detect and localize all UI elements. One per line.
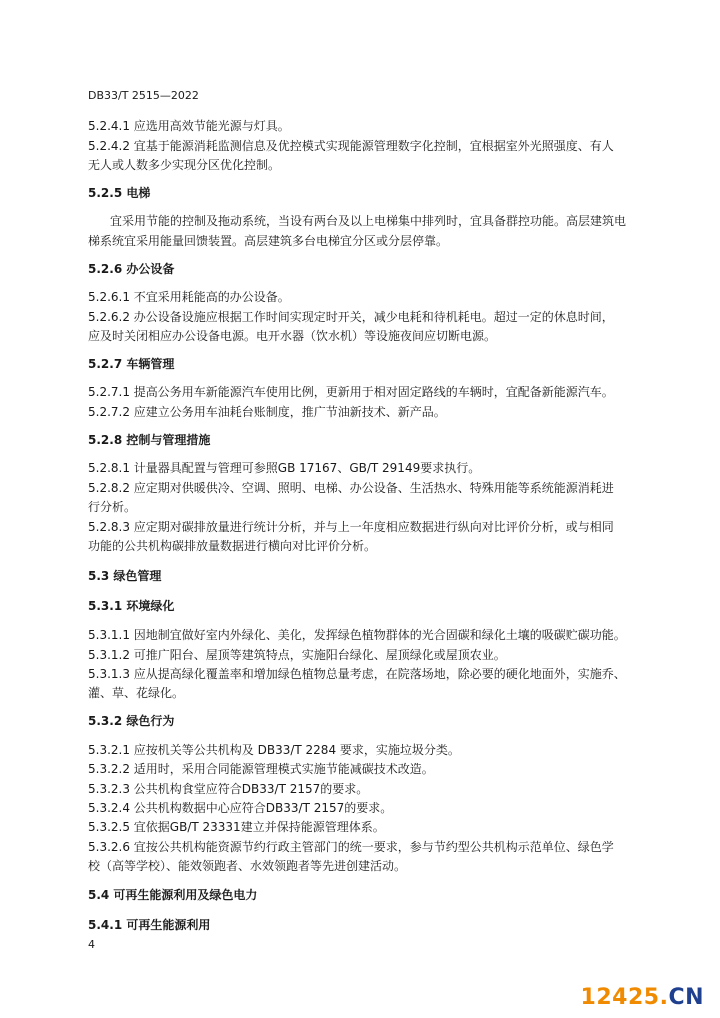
- clause-5-2-4-2: 5.2.4.2 宜基于能源消耗监测信息及优控模式实现能源管理数字化控制，宜根据室外光照强度、有人: [88, 139, 614, 153]
- clause-5-3-1-3: 5.3.1.3 应从提高绿化覆盖率和增加绿色植物总量考虑，在院落场地，除必要的硬化地面外，实施乔、: [88, 667, 626, 681]
- clause-5-3-2-5: 5.3.2.5 宜依据GB/T 23331建立并保持能源管理体系。: [88, 820, 385, 834]
- para-elevator-1: 宜采用节能的控制及拖动系统，当设有两台及以上电梯集中排列时，宜具备群控功能。高层建筑电: [110, 214, 627, 228]
- heading-5-4-1: 5.4.1 可再生能源利用: [88, 918, 211, 932]
- watermark-dot: .: [659, 985, 669, 1010]
- clause-5-2-4-1: 5.2.4.1 应选用高效节能光源与灯具。: [88, 119, 290, 133]
- standard-code: DB33/T 2515—2022: [88, 89, 199, 102]
- heading-5-2-8: 5.2.8 控制与管理措施: [88, 433, 211, 447]
- clause-5-2-8-3: 5.2.8.3 应定期对碳排放量进行统计分析，并与上一年度相应数据进行纵向对比评价分析，或与相同: [88, 520, 614, 534]
- clause-5-2-6-2-cont: 应及时关闭相应办公设备电源。电开水器（饮水机）等设施夜间应切断电源。: [88, 329, 497, 343]
- clause-5-3-2-6-cont: 校（高等学校）、能效领跑者、水效领跑者等先进创建活动。: [88, 859, 407, 873]
- clause-5-2-7-2: 5.2.7.2 应建立公务用车油耗台账制度，推广节油新技术、新产品。: [88, 405, 446, 419]
- clause-5-3-2-2: 5.3.2.2 适用时，采用合同能源管理模式实施节能减碳技术改造。: [88, 762, 434, 776]
- heading-5-3-2: 5.3.2 绿色行为: [88, 714, 175, 728]
- clause-5-2-8-2-cont: 行分析。: [88, 500, 137, 514]
- site-watermark: [581, 985, 704, 1010]
- clause-5-3-1-1: 5.3.1.1 因地制宜做好室内外绿化、美化，发挥绿色植物群体的光合固碳和绿化土壤的吸碳贮碳功能。: [88, 628, 626, 642]
- heading-5-3-1: 5.3.1 环境绿化: [88, 599, 175, 613]
- watermark-domain: CN: [668, 985, 704, 1010]
- clause-5-3-2-3: 5.3.2.3 公共机构食堂应符合DB33/T 2157的要求。: [88, 782, 369, 796]
- clause-5-2-4-2-cont: 无人或人数多少实现分区优化控制。: [88, 158, 281, 172]
- page-number: 4: [88, 938, 95, 951]
- clause-5-2-8-1: 5.2.8.1 计量器具配置与管理可参照GB 17167、GB/T 29149要求执行。: [88, 461, 481, 475]
- clause-5-3-1-2: 5.3.1.2 可推广阳台、屋顶等建筑特点，实施阳台绿化、屋顶绿化或屋顶农业。: [88, 648, 506, 662]
- heading-5-2-7: 5.2.7 车辆管理: [88, 357, 175, 371]
- clause-5-2-6-2: 5.2.6.2 办公设备设施应根据工作时间实现定时开关，减少电耗和待机耗电。超过一定的休息时间，: [88, 310, 614, 324]
- clause-5-3-2-4: 5.3.2.4 公共机构数据中心应符合DB33/T 2157的要求。: [88, 801, 393, 815]
- clause-5-2-6-1: 5.2.6.1 不宜采用耗能高的办公设备。: [88, 290, 290, 304]
- clause-5-3-1-3-cont: 灌、草、花绿化。: [88, 686, 185, 700]
- clause-5-3-2-6: 5.3.2.6 宜按公共机构能资源节约行政主管部门的统一要求，参与节约型公共机构示范单位、绿色学: [88, 840, 614, 854]
- clause-5-2-8-3-cont: 功能的公共机构碳排放量数据进行横向对比评价分析。: [88, 539, 377, 553]
- clause-5-2-8-2: 5.2.8.2 应定期对供暖供冷、空调、照明、电梯、办公设备、生活热水、特殊用能等系统能源消耗进: [88, 481, 614, 495]
- watermark-number: 12425: [580, 985, 660, 1010]
- para-elevator-2: 梯系统宜采用能量回馈装置。高层建筑多台电梯宜分区或分层停靠。: [88, 234, 449, 248]
- heading-5-2-6: 5.2.6 办公设备: [88, 262, 175, 276]
- clause-5-3-2-1: 5.3.2.1 应按机关等公共机构及 DB33/T 2284 要求，实施垃圾分类。: [88, 743, 460, 757]
- heading-5-2-5: 5.2.5 电梯: [88, 186, 151, 200]
- heading-5-3: 5.3 绿色管理: [88, 569, 162, 583]
- heading-5-4: 5.4 可再生能源利用及绿色电力: [88, 888, 258, 902]
- document-page: [88, 0, 652, 1018]
- clause-5-2-7-1: 5.2.7.1 提高公务用车新能源汽车使用比例，更新用于相对固定路线的车辆时，宜配备新能源汽车。: [88, 385, 614, 399]
